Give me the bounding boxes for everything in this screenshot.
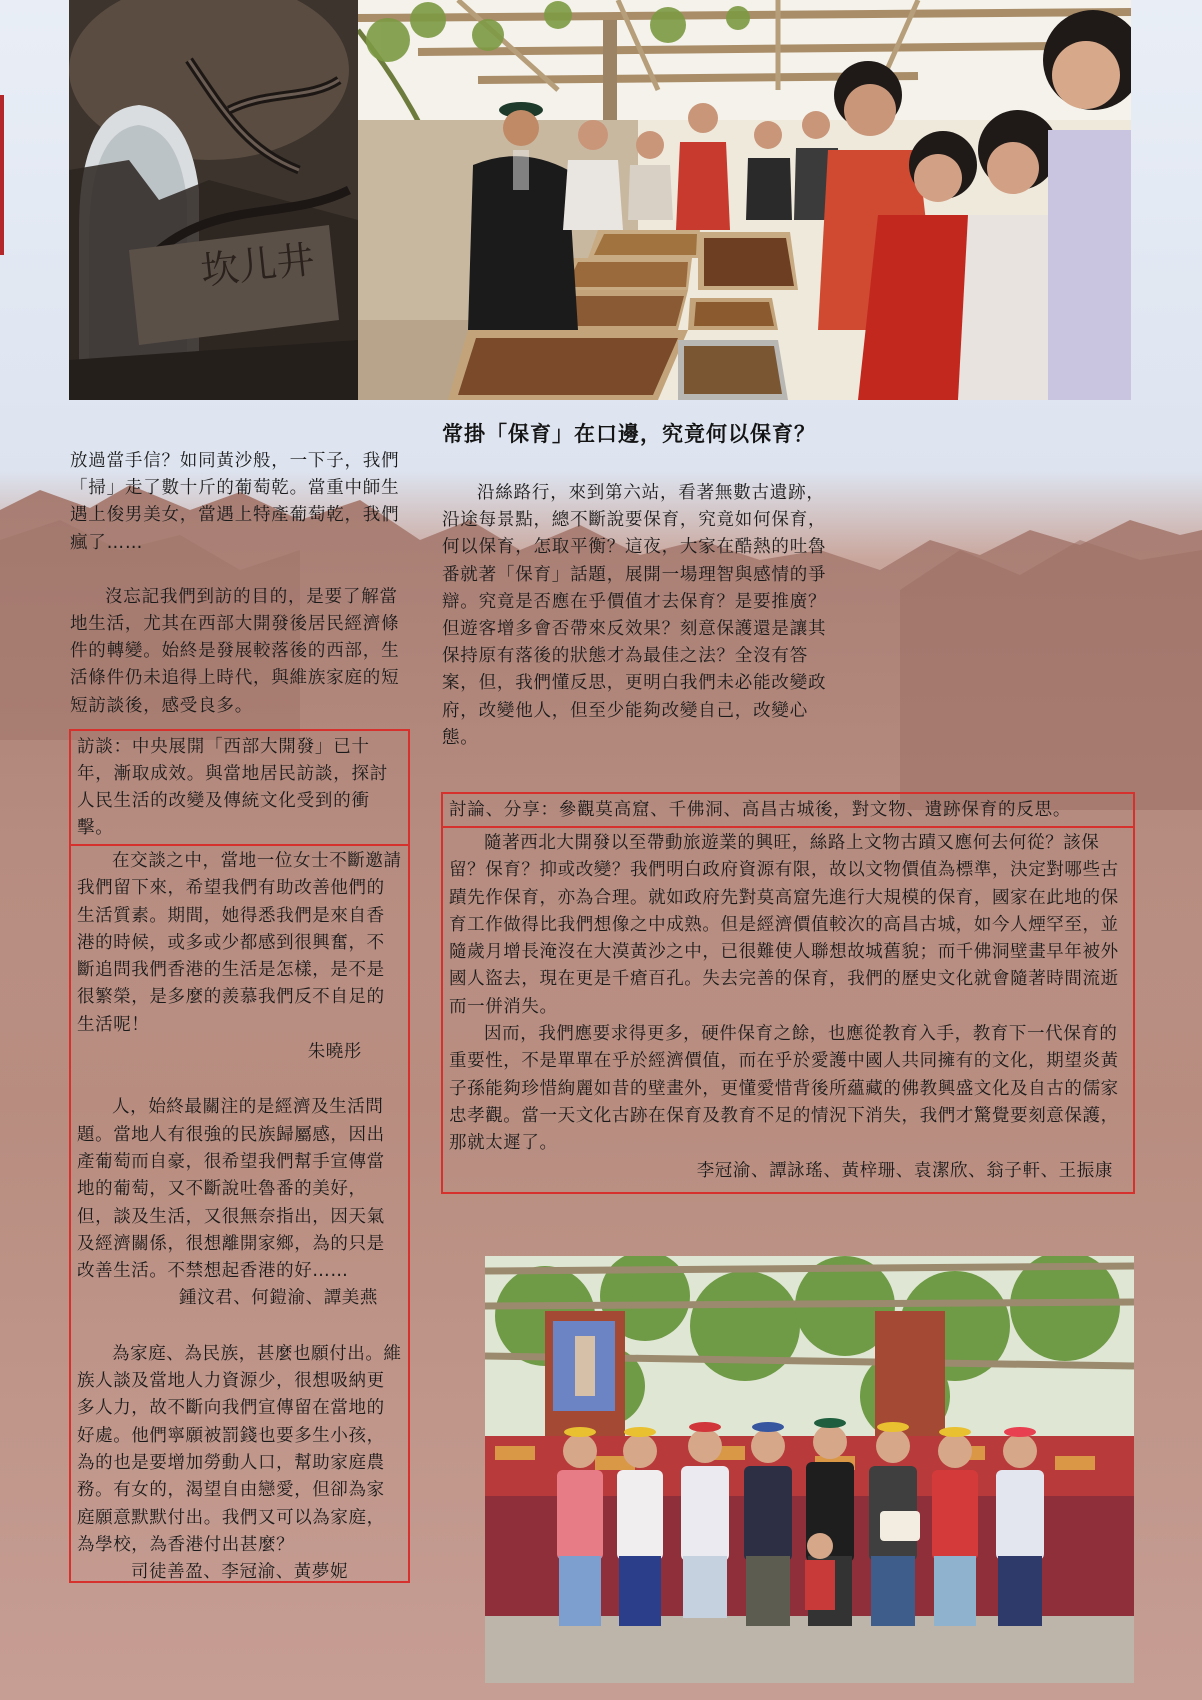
discussion-box-header: 討論、分享：參觀莫高窟、千佛洞、高昌古城後，對文物、遺跡保育的反思。 (443, 794, 1133, 828)
interview-box-header: 訪談：中央展開「西部大開發」已十年，漸取成效。與當地居民訪談，探討人民生活的改變及傳統文化受到的衝擊。 (71, 731, 408, 846)
discussion-box-body (443, 828, 1133, 1185)
interview-paragraph-2: 人，始終最關注的是經濟及生活問題。當地人有很強的民族歸屬感，因出產葡萄而自豪，很希望我們幫手宣傳當地的葡萄，又不斷說吐魯番的美好，但，談及生活，又很無奈指出，因天氣及經濟關係，很想離開家鄉，為的只是改善生活。不禁想起香港的好…… (77, 1097, 385, 1282)
raisin-market-photo (358, 0, 1131, 400)
intro-paragraph-2: 沒忘記我們到訪的目的，是要了解當地生活，尤其在西部大開發後居民經濟條件的轉變。始終是發展較落後的西部，生活條件仍未追得上時代，與維族家庭的短短訪談後，感受良多。 (70, 586, 400, 716)
discussion-paragraph-1: 隨著西北大開發以至帶動旅遊業的興旺，絲路上文物古蹟又應何去何從？該保留？保育？抑或改變？我們明白政府資源有限，故以文物價值為標準，決定對哪些古蹟先作保育，亦為合理。就如政府先對莫高窟先進行大規模的保育，國家在此地的保育工作做得比我們想像之中成熟。但是經濟價值較次的高昌古城，如今人煙罕至，並隨歲月增長淹沒在大漠黃沙之中，已很難使人聯想故城舊貌；而千佛洞壁畫早年被外國人盜去，現在更是千瘡百孔。失去完善的保育，我們的歷史文化就會隨著時間流逝而一併消失。 (449, 833, 1119, 1017)
interview-paragraph-1: 在交談之中，當地一位女士不斷邀請我們留下來，希望我們有助改善他們的生活質素。期間，她得悉我們是來自香港的時候，或多或少都感到很興奮，不斷追問我們香港的生活是怎樣，是不是很繁榮，是多麼的羨慕我們反不自足的生活呢！ (77, 851, 402, 1035)
intro-text (70, 448, 404, 720)
middle-text (442, 480, 828, 752)
karez-cave-photo (69, 0, 358, 400)
discussion-signature: 李冠渝、譚詠瑤、黃梓珊、袁潔欣、翁子軒、王振康 (696, 1160, 1113, 1181)
discussion-box (441, 792, 1135, 1194)
interview-paragraph-3: 為家庭、為民族，甚麼也願付出。維族人談及當地人力資源少，很想吸納更多人力，故不斷向我們宣傳留在當地的好處。他們寧願被罰錢也要多生小孩，為的也是要增加勞動人口，幫助家庭農務。有女的，渴望自由戀愛，但卻為家庭願意默默付出。我們又可以為家庭，為學校，為香港付出甚麼？ (77, 1343, 402, 1555)
intro-paragraph-1: 放過當手信？如同黃沙般，一下子，我們「掃」走了數十斤的葡萄乾。當重中師生遇上俊男美女，當遇上特產葡萄乾，我們瘋了…… (70, 451, 400, 553)
page-edge-tab (0, 95, 4, 255)
interview-box-body (71, 846, 408, 1586)
group-photo (485, 1256, 1134, 1683)
interview-signature-2: 鍾汶君、何鎧渝、譚美燕 (178, 1288, 378, 1309)
interview-box (69, 729, 410, 1583)
interview-signature-3: 司徒善盈、李冠渝、黃夢妮 (130, 1562, 349, 1583)
karez-sign-text: 坎儿井 (198, 237, 317, 293)
interview-signature-1: 朱曉彤 (307, 1042, 362, 1063)
section-heading: 常掛「保育」在口邊，究竟何以保育？ (442, 422, 816, 446)
middle-paragraph: 沿絲路行，來到第六站，看著無數古遺跡，沿途每景點，總不斷說要保育，究竟如何保育，何以保育，怎取平衡？這夜，大家在酷熱的吐魯番就著「保育」話題，展開一場理智與感情的爭辯。究竟是否應在乎價值才去保育？是要推廣？但遊客增多會否帶來反效果？刻意保護還是讓其保持原有落後的狀態才為最佳之法？全沒有答案，但，我們懂反思，更明白我們未必能改變政府，改變他人，但至少能夠改變自己，改變心態。 (442, 483, 827, 748)
discussion-paragraph-2: 因而，我們應要求得更多，硬件保育之餘，也應從教育入手，教育下一代保育的重要性，不是單單在乎於經濟價值，而在乎於愛護中國人共同擁有的文化，期望炎黃子孫能夠珍惜絢麗如昔的壁畫外，更懂愛惜背後所蘊藏的佛教興盛文化及自古的儒家忠孝觀。當一天文化古跡在保育及教育不足的情況下消失，我們才驚覺要刻意保護，那就太遲了。 (449, 1024, 1119, 1154)
